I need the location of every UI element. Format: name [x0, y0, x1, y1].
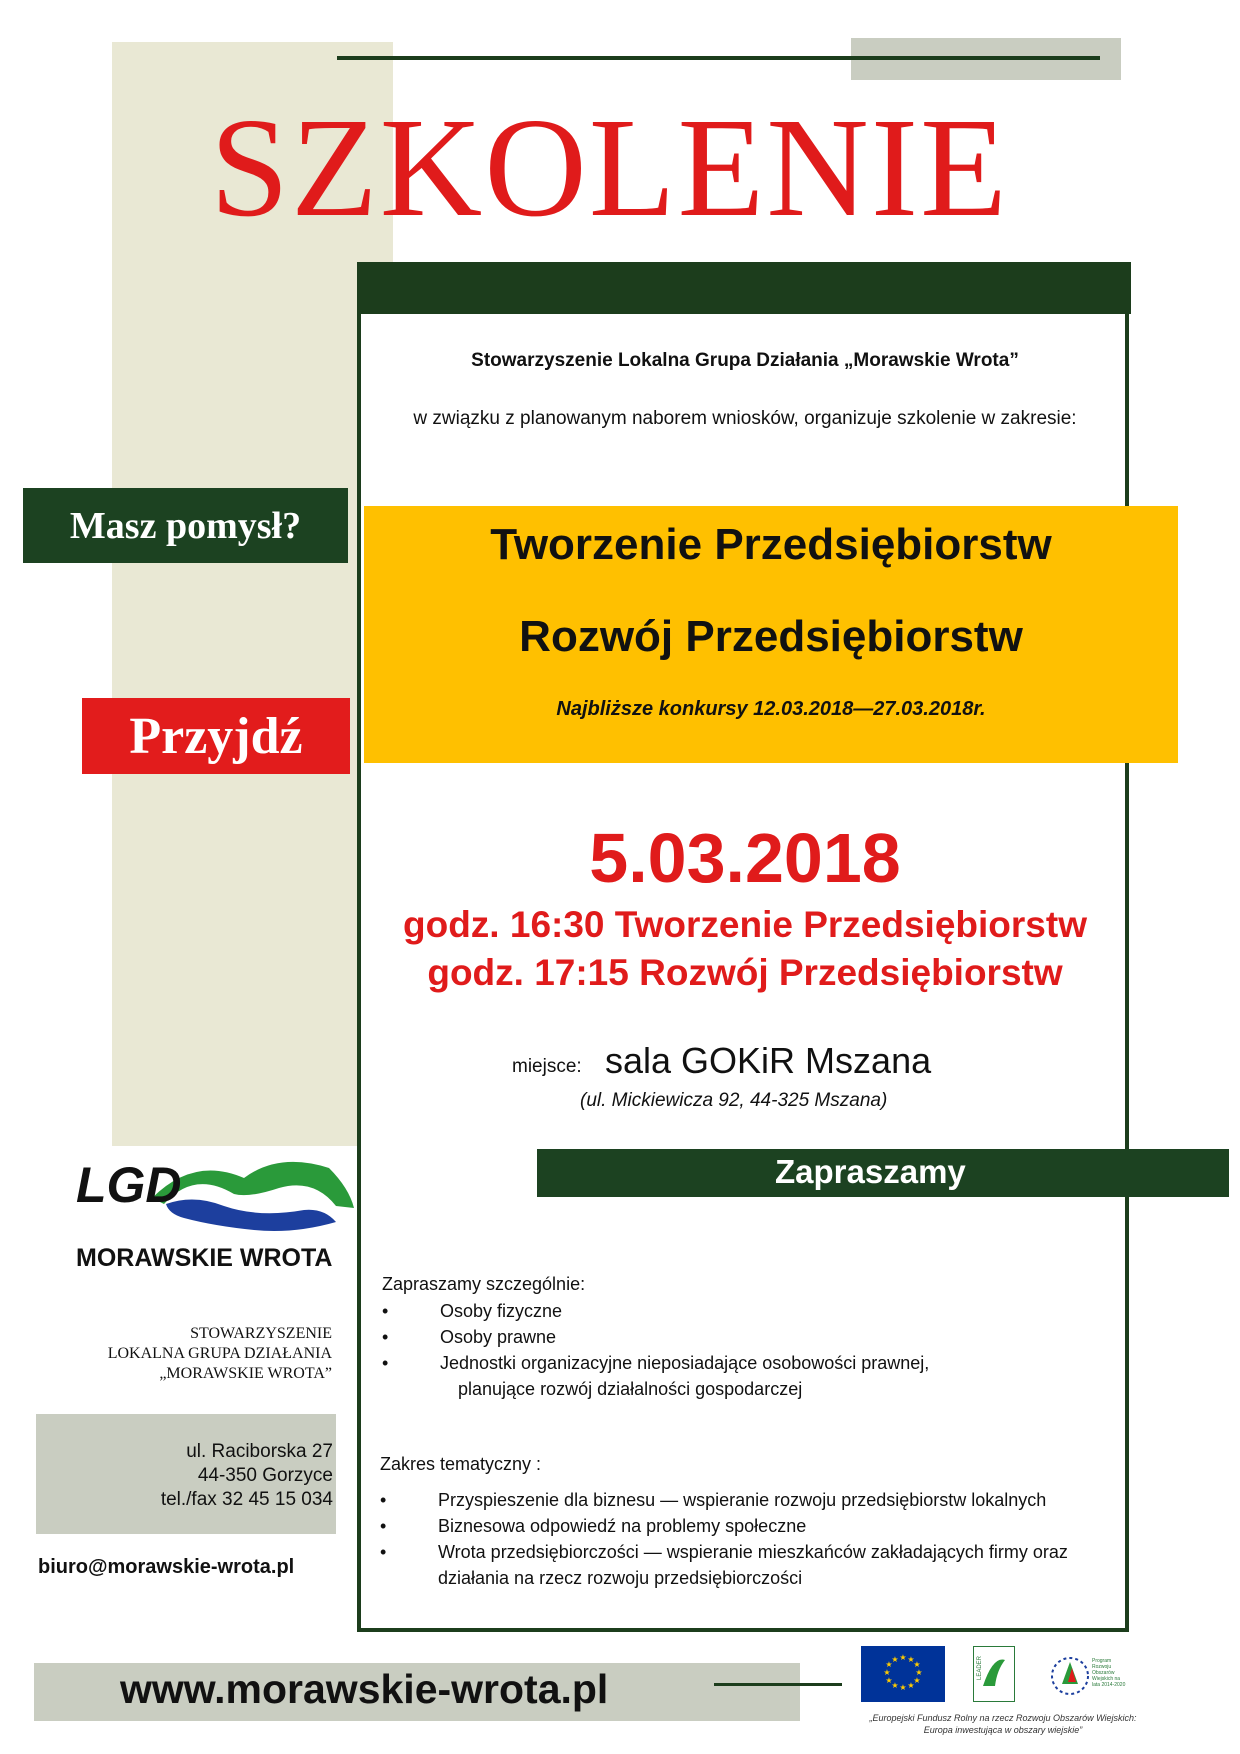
event-time-2: godz. 17:15 Rozwój Przedsiębiorstw: [427, 952, 1063, 993]
lgd-logo: [74, 1148, 359, 1273]
svg-text:★: ★: [891, 1655, 899, 1664]
org-line-1: STOWARZYSZENIE: [190, 1325, 332, 1342]
place-name: sala GOKiR Mszana: [605, 1040, 932, 1081]
svg-text:★: ★: [891, 1681, 899, 1690]
invite-banner: [537, 1149, 1229, 1197]
place-address: (ul. Mickiewicza 92, 44-325 Mszana): [580, 1090, 888, 1111]
main-title: SZKOLENIE: [210, 88, 1009, 246]
svg-text:★: ★: [899, 1683, 907, 1692]
svg-text:★: ★: [899, 1653, 907, 1662]
street: ul. Raciborska 27: [186, 1441, 333, 1462]
bullet-icon: •: [380, 1516, 387, 1536]
invited-heading: Zapraszamy szczególnie:: [382, 1274, 586, 1294]
eu-flag-icon: [861, 1646, 945, 1702]
address-box: [36, 1414, 336, 1534]
frame-header-bar: [357, 262, 1131, 314]
footer-note-line-2: Europa inwestująca w obszary wiejskie”: [923, 1725, 1083, 1735]
website-link[interactable]: www.morawskie-wrota.pl: [120, 1666, 609, 1712]
intro-text: w związku z planowanym naborem wniosków, organizuje szkolenie w zakresie:: [413, 408, 1077, 429]
svg-text:★: ★: [885, 1660, 893, 1669]
scope-list: • Przyspieszenie dla biznesu — wspieranie rozwoju przedsiębiorstw lokalnych • Biznesowa odpowiedź na problemy społeczne • Wrota przedsiębiorczości — wspieranie mieszkańców zakładających firmy oraz działania na rzecz rozwoju przedsiębiorczości: [380, 1490, 1068, 1588]
svg-text:★: ★: [913, 1676, 921, 1685]
topic-creation: Tworzenie Przedsiębiorstw: [490, 520, 1052, 569]
list-item-continuation: planujące rozwój działalności gospodarczej: [458, 1379, 803, 1399]
logo-name-text: MORAWSKIE WROTA: [76, 1244, 333, 1272]
organization-name: [40, 1324, 332, 1384]
prow-text: Program Rozwoju Obszarów Wiejskich na lata 2014-2020: [1092, 1658, 1126, 1688]
content-frame: [357, 262, 1129, 1632]
website-line: [714, 1683, 842, 1686]
svg-text:★: ★: [907, 1655, 915, 1664]
org-line-3: „MORAWSKIE WROTA”: [159, 1365, 332, 1382]
city: 44-350 Gorzyce: [197, 1465, 333, 1486]
bullet-icon: •: [382, 1301, 389, 1321]
logo-lgd-text: LGD: [76, 1157, 182, 1213]
svg-text:LEADER: LEADER: [977, 1655, 983, 1680]
bullet-icon: •: [382, 1353, 389, 1373]
event-date: 5.03.2018: [589, 819, 901, 897]
come-label: Przyjdź: [82, 698, 350, 774]
scope-heading: Zakres tematyczny :: [380, 1454, 542, 1474]
svg-text:★: ★: [885, 1676, 893, 1685]
svg-text:★: ★: [883, 1668, 891, 1677]
invited-list: • Osoby fizyczne • Osoby prawne • Jednostki organizacyjne nieposiadające osobowości prawnej, planujące rozwój działalności gospodarczej: [382, 1301, 930, 1399]
email-link[interactable]: biuro@morawskie-wrota.pl: [38, 1556, 295, 1578]
org-line-2: LOKALNA GRUPA DZIAŁANIA: [107, 1345, 332, 1362]
svg-text:★: ★: [907, 1681, 915, 1690]
place-label: miejsce:: [512, 1056, 582, 1077]
footer-note: [850, 1712, 1156, 1736]
logo-graphic: [74, 1148, 359, 1273]
bullet-icon: •: [382, 1327, 389, 1347]
list-item-continuation: działania na rzecz rozwoju przedsiębiorczości: [438, 1568, 803, 1588]
prow-logo: [1048, 1644, 1128, 1704]
event-time-1: godz. 16:30 Tworzenie Przedsiębiorstw: [403, 904, 1087, 945]
top-divider-line: [337, 56, 1100, 60]
leader-logo: [973, 1646, 1015, 1702]
idea-label: Masz pomysł?: [23, 488, 348, 563]
contests-dates: Najbliższe konkursy 12.03.2018—27.03.2018r.: [556, 698, 986, 720]
svg-text:★: ★: [915, 1668, 923, 1677]
bullet-icon: •: [380, 1542, 387, 1562]
svg-text:★: ★: [913, 1660, 921, 1669]
bullet-icon: •: [380, 1490, 387, 1510]
footer-note-line-1: „Europejski Fundusz Rolny na rzecz Rozwoju Obszarów Wiejskich:: [869, 1713, 1137, 1723]
invite-banner-text: Zapraszamy: [775, 1153, 966, 1190]
phone: tel./fax 32 45 15 034: [160, 1489, 333, 1510]
topic-development: Rozwój Przedsiębiorstw: [519, 612, 1023, 661]
organizer-text: Stowarzyszenie Lokalna Grupa Działania „Morawskie Wrota”: [471, 350, 1019, 371]
